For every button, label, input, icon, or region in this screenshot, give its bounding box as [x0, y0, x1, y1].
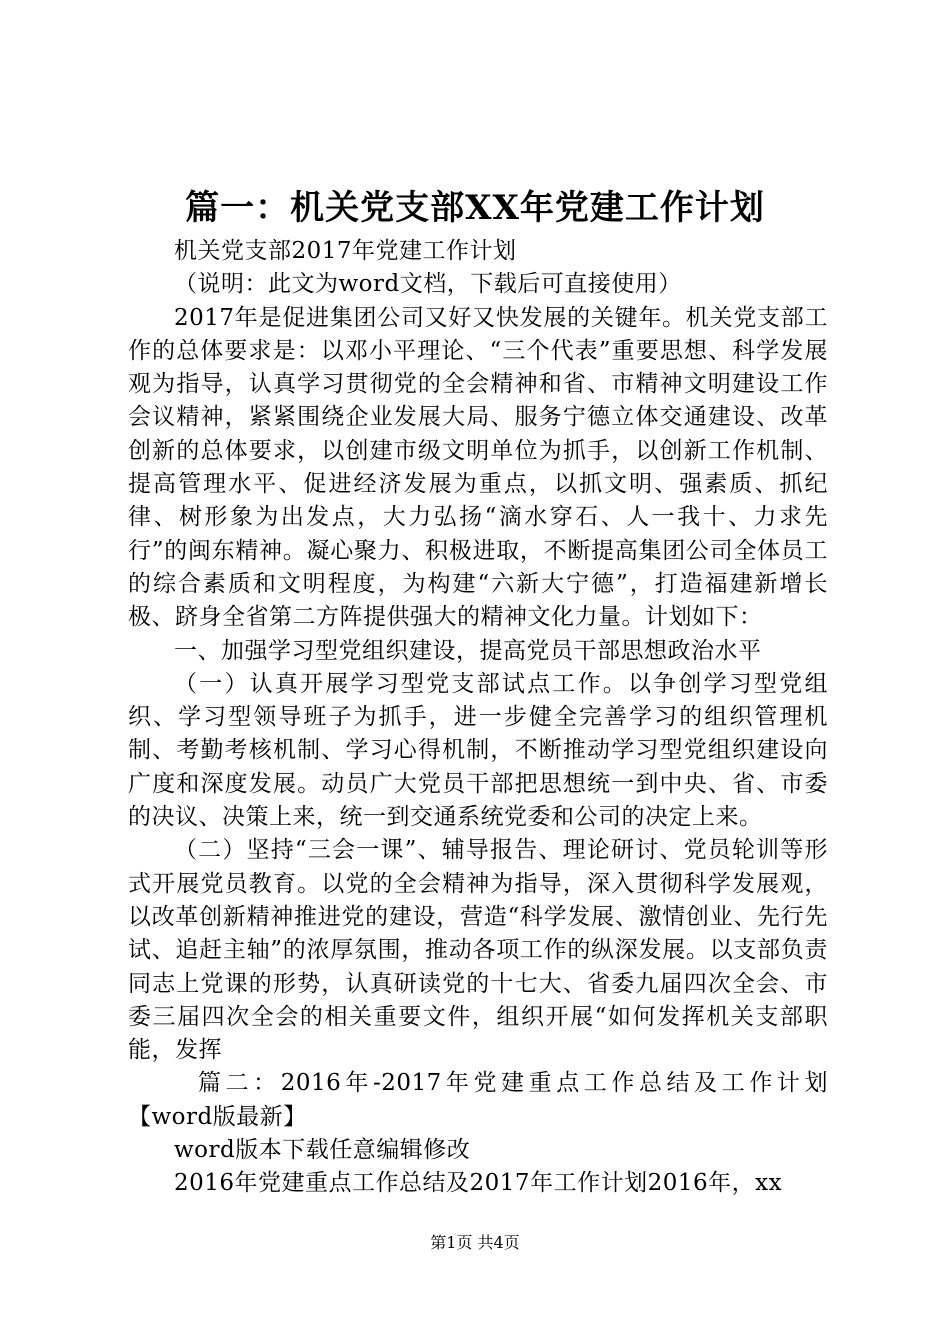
document-body: [128, 235, 828, 1201]
download-note: word版本下载任意编辑修改: [174, 1137, 471, 1164]
document-title: 篇一：机关党支部XX年党建工作计划: [185, 188, 765, 228]
page-number-footer: 第1页 共4页: [430, 1233, 520, 1252]
section-heading: 一、加强学习型党组织建设，提高党员干部思想政治水平: [174, 637, 762, 664]
intro-paragraph: 2017年是促进集团公司又好又快发展的关键年。机关党支部工作的总体要求是：以邓小平理论、“三个代表”重要思想、科学发展观为指导，认真学习贯彻党的全会精神和省、市精神文明建设工作会议精神，紧紧围绕企业发展大局、服务宁德立体交通建设、改革创新的总体要求，以创建市级文明单位为抓手，以创新工作机制、提高管理水平、促进经济发展为重点，以抓文明、强素质、抓纪律、树形象为出发点，大力弘扬“滴水穿石、人一我十、力求先行”的闽东精神。凝心聚力、积极进取，不断提高集团公司全体员工的综合素质和文明程度，为构建“六新大宁德”，打造福建新增长极、跻身全省第二方阵提供强大的精神文化力量。计划如下：: [128, 304, 828, 631]
body-paragraph: （一）认真开展学习型党支部试点工作。以争创学习型党组织、学习型领导班子为抓手，进一步健全完善学习的组织管理机制、考勤考核机制、学习心得机制，不断推动学习型党组织建设向广度和深度发展。动员广大党员干部把思想统一到中央、省、市委的决议、决策上来，统一到交通系统党委和公司的决定上来。: [128, 670, 828, 831]
subtitle-paragraph: 机关党支部2017年党建工作计划: [174, 238, 517, 264]
second-article-heading: 篇二：2016年-2017年党建重点工作总结及工作计划【word版最新】: [128, 1070, 828, 1130]
note-paragraph: （说明：此文为word文档，下载后可直接使用）: [174, 271, 682, 298]
body-paragraph: 2016年党建重点工作总结及2017年工作计划2016年，xx: [174, 1170, 783, 1197]
body-paragraph: （二）坚持“三会一课”、辅导报告、理论研讨、党员轮训等形式开展党员教育。以党的全会精神为指导，深入贯彻科学发展观，以改革创新精神推进党的建设，营造“科学发展、激情创业、先行先试、追赶主轴”的浓厚氛围，推动各项工作的纵深发展。以支部负责同志上党课的形势，认真研读党的十七大、省委九届四次全会、市委三届四次全会的相关重要文件，组织开展“如何发挥机关支部职能，发挥: [128, 837, 828, 1064]
